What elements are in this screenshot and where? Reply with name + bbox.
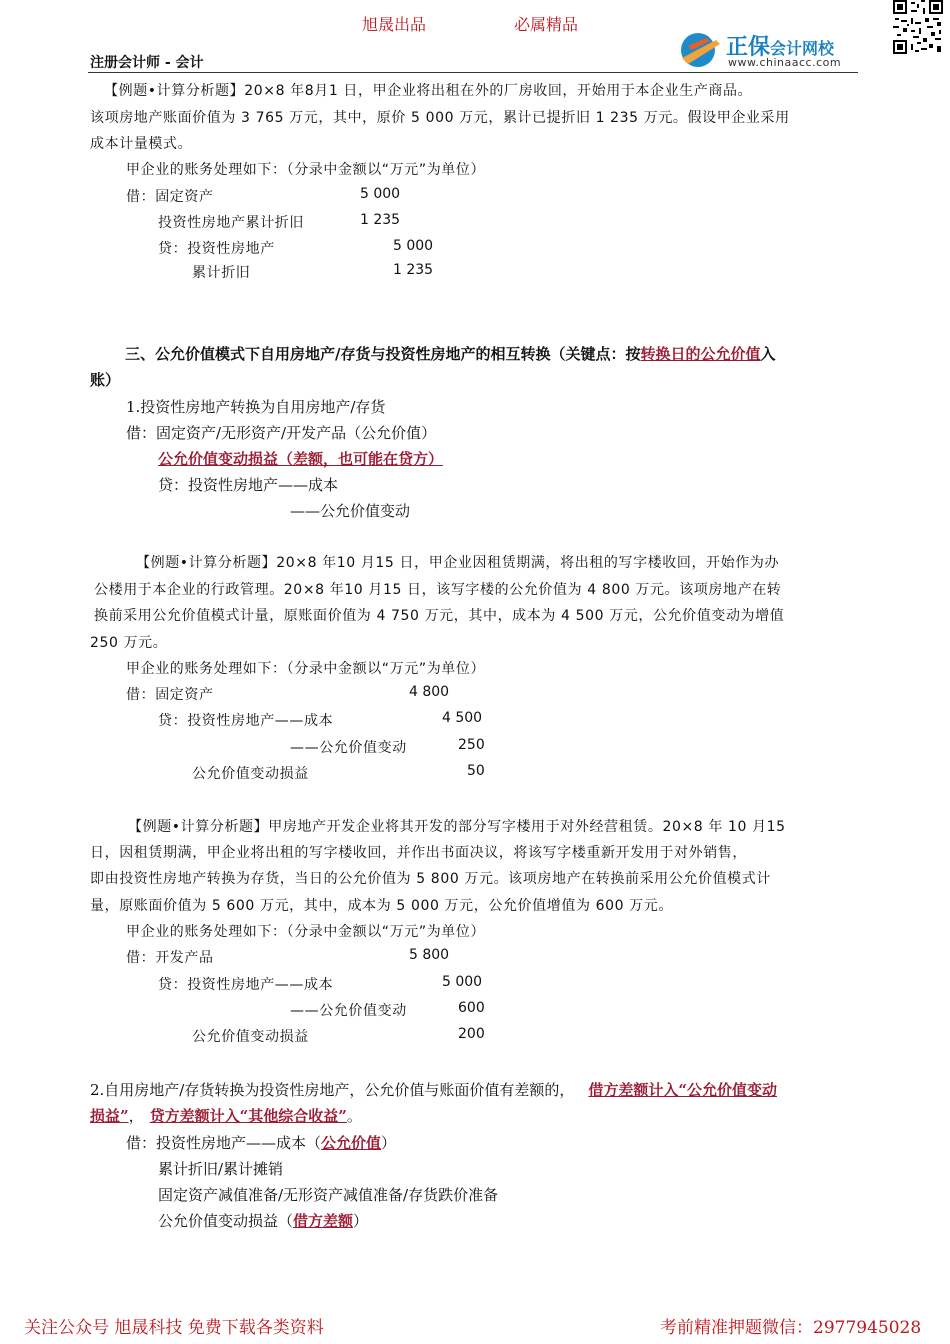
ex3-line4: 量，原账面价值为 5 600 万元，其中，成本为 5 000 万元，公允价值增值为 600 万元。: [90, 898, 673, 914]
section3-2-line1-highlight: 借方差额计入“公允价值变动: [588, 1081, 778, 1099]
brand-right: 必属精品: [514, 15, 579, 34]
section3-2-debit1-text: 借：投资性房地产——成本（: [126, 1134, 322, 1152]
section3-2-debit1: [126, 1132, 396, 1153]
section3-heading-cont: 账）: [90, 371, 121, 389]
ex2-entry4-amount: 50: [467, 763, 485, 779]
ex1-entry2-label: 投资性房地产累计折旧: [158, 215, 304, 231]
ex1-entry4-amount: 1 235: [393, 262, 434, 278]
section3-credit2: ——公允价值变动: [290, 502, 411, 520]
ex3-entry1-amount: 5 800: [409, 947, 450, 963]
section3-debit2: 公允价值变动损益（差额，也可能在贷方）: [158, 450, 444, 468]
ex1-line1: 【例题•计算分析题】20×8 年8月1 日，甲企业将出租在外的厂房收回，开始用于本企业生产商品。: [104, 83, 753, 99]
header-rule: [88, 72, 858, 73]
ex3-entry2-amount: 5 000: [442, 974, 483, 990]
footer-right: 考前精准押题微信：2977945028: [660, 1318, 922, 1338]
section3-heading-highlight: 转换日的公允价值: [640, 345, 761, 363]
ex3-entry2-label: 贷：投资性房地产——成本: [158, 977, 334, 993]
logo-main: 正保: [726, 35, 771, 60]
ex2-entry3-amount: 250: [458, 737, 485, 753]
logo-sub: 会计网校: [770, 39, 835, 58]
section3-2-line2-highlight2: 贷方差额计入“其他综合收益”: [149, 1107, 347, 1125]
logo-icon: [676, 28, 726, 68]
section3-2-debit4-text: 公允价值变动损益（: [158, 1212, 294, 1230]
section3-heading: [125, 343, 776, 364]
section3-credit1: 贷：投资性房地产——成本: [158, 476, 339, 494]
section3-2-line2-end: 。: [346, 1107, 362, 1125]
logo-url: www.chinaacc.com: [728, 56, 842, 69]
section3-2-debit2: 累计折旧/累计摊销: [158, 1160, 284, 1178]
section3-2-line2-highlight1: 损益”: [90, 1107, 129, 1125]
ex3-entry4-amount: 200: [458, 1026, 485, 1042]
ex3-entry3-amount: 600: [458, 1000, 485, 1016]
section3-heading-text: 三、公允价值模式下自用房地产/存货与投资性房地产的相互转换（关键点：按: [125, 345, 641, 363]
section3-2-debit4-end: ）: [353, 1212, 369, 1230]
section3-2-debit3: 固定资产减值准备/无形资产减值准备/存货跌价准备: [158, 1186, 499, 1204]
brand-left: 旭晟出品: [362, 15, 427, 34]
ex1-entry1-label: 借：固定资产: [126, 189, 214, 205]
ex2-entry2-amount: 4 500: [442, 710, 483, 726]
section3-2-line1: [90, 1079, 777, 1100]
ex3-entry1-label: 借：开发产品: [126, 950, 214, 966]
qr-code-icon: [893, 0, 943, 54]
ex1-line2: 该项房地产账面价值为 3 765 万元，其中，原价 5 000 万元，累计已提折旧 1 235 万元。假设甲企业采用: [90, 110, 790, 126]
ex1-entry1-amount: 5 000: [360, 186, 401, 202]
ex1-line3: 成本计量模式。: [90, 136, 193, 152]
ex1-intro: 甲企业的账务处理如下：（分录中金额以“万元”为单位）: [126, 162, 486, 178]
ex2-entry3-label: ——公允价值变动: [290, 740, 407, 756]
ex2-entry2-label: 贷：投资性房地产——成本: [158, 713, 334, 729]
section3-2-debit1-highlight: 公允价值: [321, 1134, 382, 1152]
ex2-line2: 公楼用于本企业的行政管理。20×8 年10 月15 日，该写字楼的公允价值为 4 800 万元。该项房地产在转: [94, 582, 782, 598]
ex2-entry4-label: 公允价值变动损益: [192, 766, 309, 782]
ex1-entry3-label: 贷：投资性房地产: [158, 241, 275, 257]
section3-2-debit4: [158, 1210, 368, 1231]
ex1-entry2-amount: 1 235: [360, 212, 401, 228]
ex3-line2: 日，因租赁期满，甲企业将出租的写字楼收回，并作出书面决议，将该写字楼重新开发用于对外销售，: [90, 845, 747, 861]
ex2-entry1-label: 借：固定资产: [126, 687, 214, 703]
ex3-line3: 即由投资性房地产转换为存货，当日的公允价值为 5 800 万元。该项房地产在转换前采用公允价值模式计: [90, 871, 771, 887]
section3-2-line2: [90, 1105, 362, 1126]
ex3-intro: 甲企业的账务处理如下：（分录中金额以“万元”为单位）: [126, 924, 486, 940]
ex3-line1: 【例题•计算分析题】甲房地产开发企业将其开发的部分写字楼用于对外经营租赁。20×8 年 10 月15: [128, 819, 786, 835]
section3-2-line2-sep: ，: [128, 1107, 144, 1125]
header-title: 注册会计师 - 会计: [90, 55, 204, 71]
section3-debit1: 借：固定资产/无形资产/开发产品（公允价值）: [126, 424, 437, 442]
ex2-line4: 250 万元。: [90, 635, 168, 651]
ex1-entry3-amount: 5 000: [393, 238, 434, 254]
ex2-line3: 换前采用公允价值模式计量，原账面价值为 4 750 万元，其中，成本为 4 500 万元，公允价值变动为增值: [94, 608, 785, 624]
section3-heading-tail: 入: [760, 345, 776, 363]
section3-2-line1-text: 2.自用房地产/存货转换为投资性房地产，公允价值与账面价值有差额的，: [90, 1081, 575, 1099]
ex2-entry1-amount: 4 800: [409, 684, 450, 700]
ex1-entry4-label: 累计折旧: [192, 265, 251, 281]
section3-2-debit4-highlight: 借方差额: [293, 1212, 354, 1230]
section3-sub1: 1.投资性房地产转换为自用房地产/存货: [126, 398, 386, 416]
ex3-entry4-label: 公允价值变动损益: [192, 1029, 309, 1045]
footer-left: 关注公众号 旭晟科技 免费下载各类资料: [24, 1318, 324, 1338]
ex3-entry3-label: ——公允价值变动: [290, 1003, 407, 1019]
ex2-line1: 【例题•计算分析题】20×8 年10 月15 日，甲企业因租赁期满，将出租的写字楼收回，开始作为办: [136, 555, 780, 571]
section3-2-debit1-end: ）: [381, 1134, 397, 1152]
ex2-intro: 甲企业的账务处理如下：（分录中金额以“万元”为单位）: [126, 661, 486, 677]
